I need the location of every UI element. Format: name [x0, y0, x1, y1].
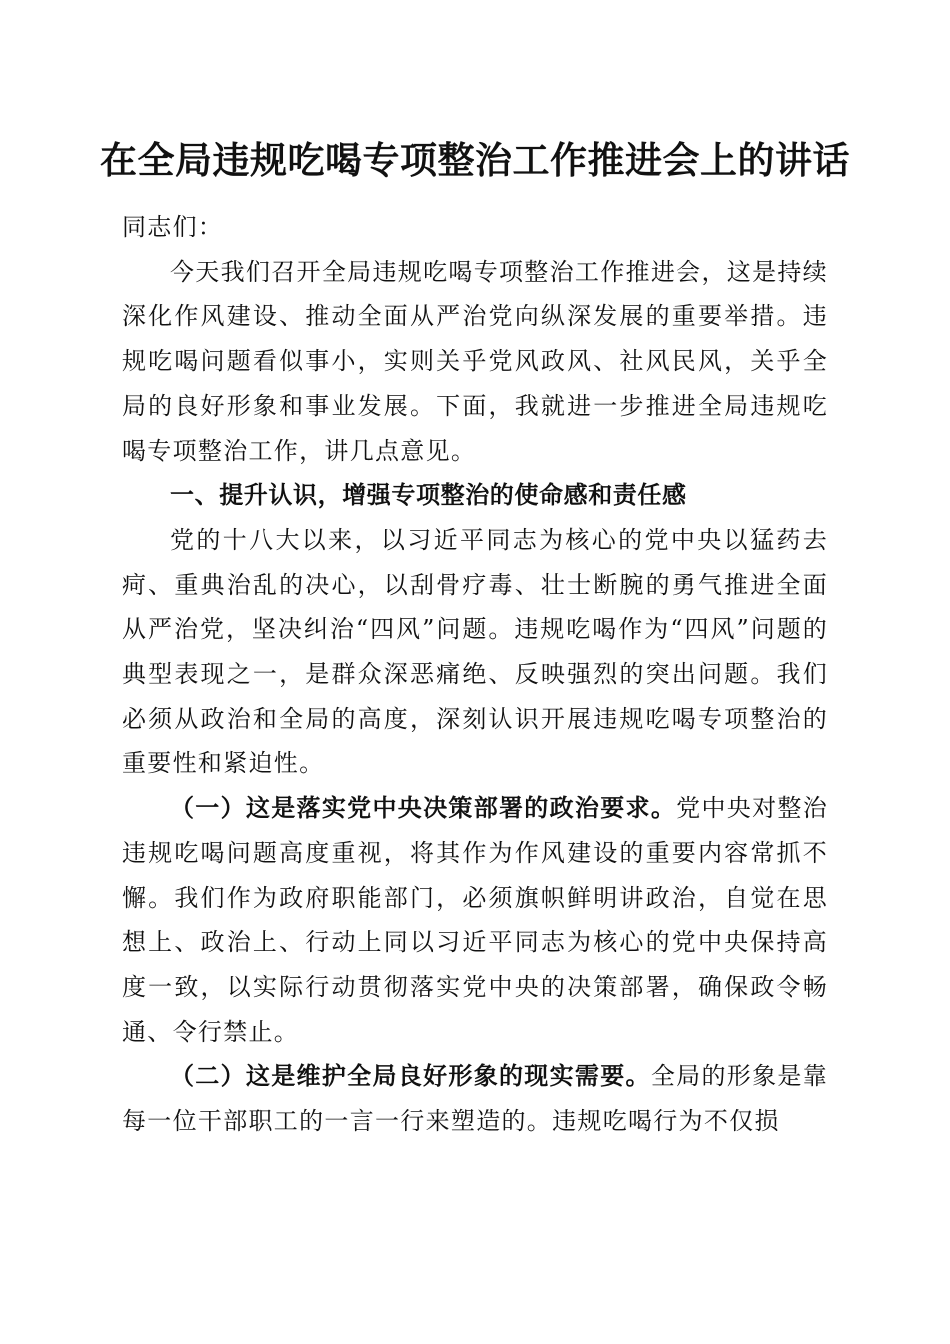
salutation: 同志们： [122, 213, 224, 241]
subsection-2-paragraph [122, 1054, 828, 1143]
subsection-1-text: 党中央对整治违规吃喝问题高度重视，将其作为作风建设的重要内容常抓不懈。我们作为政府职能部门，必须旗帜鲜明讲政治，自觉在思想上、政治上、行动上同以习近平同志为核心的党中央保持高度一致，以实际行动贯彻落实党中央的决策部署，确保政令畅通、令行禁止。 [122, 794, 828, 1046]
subsection-2-lead: （二）这是维护全局良好形象的现实需要。 [170, 1061, 651, 1091]
section-heading: 一、提升认识，增强专项整治的使命感和责任感 [170, 481, 687, 510]
document-title: 在全局违规吃喝专项整治工作推进会上的讲话 [100, 138, 850, 182]
document-body [122, 205, 828, 1144]
intro-paragraph: 今天我们召开全局违规吃喝专项整治工作推进会，这是持续深化作风建设、推动全面从严治党向纵深发展的重要举措。违规吃喝问题看似事小，实则关乎党风政风、社风民风，关乎全局的良好形象和事业发展。下面，我就进一步推进全局违规吃喝专项整治工作，讲几点意见。 [122, 257, 828, 465]
subsection-1-paragraph [122, 786, 828, 1054]
section-paragraph: 党的十八大以来，以习近平同志为核心的党中央以猛药去疴、重典治乱的决心，以刮骨疗毒、壮士断腕的勇气推进全面从严治党，坚决纠治“四风”问题。违规吃喝作为“四风”问题的典型表现之一，是群众深恶痛绝、反映强烈的突出问题。我们必须从政治和全局的高度，深刻认识开展违规吃喝专项整治的重要性和紧迫性。 [122, 525, 828, 778]
subsection-1-lead: （一）这是落实党中央决策部署的政治要求。 [170, 793, 677, 823]
subsection-2-text: 全局的形象是靠每一位干部职工的一言一行来塑造的。违规吃喝行为不仅损 [122, 1062, 828, 1136]
